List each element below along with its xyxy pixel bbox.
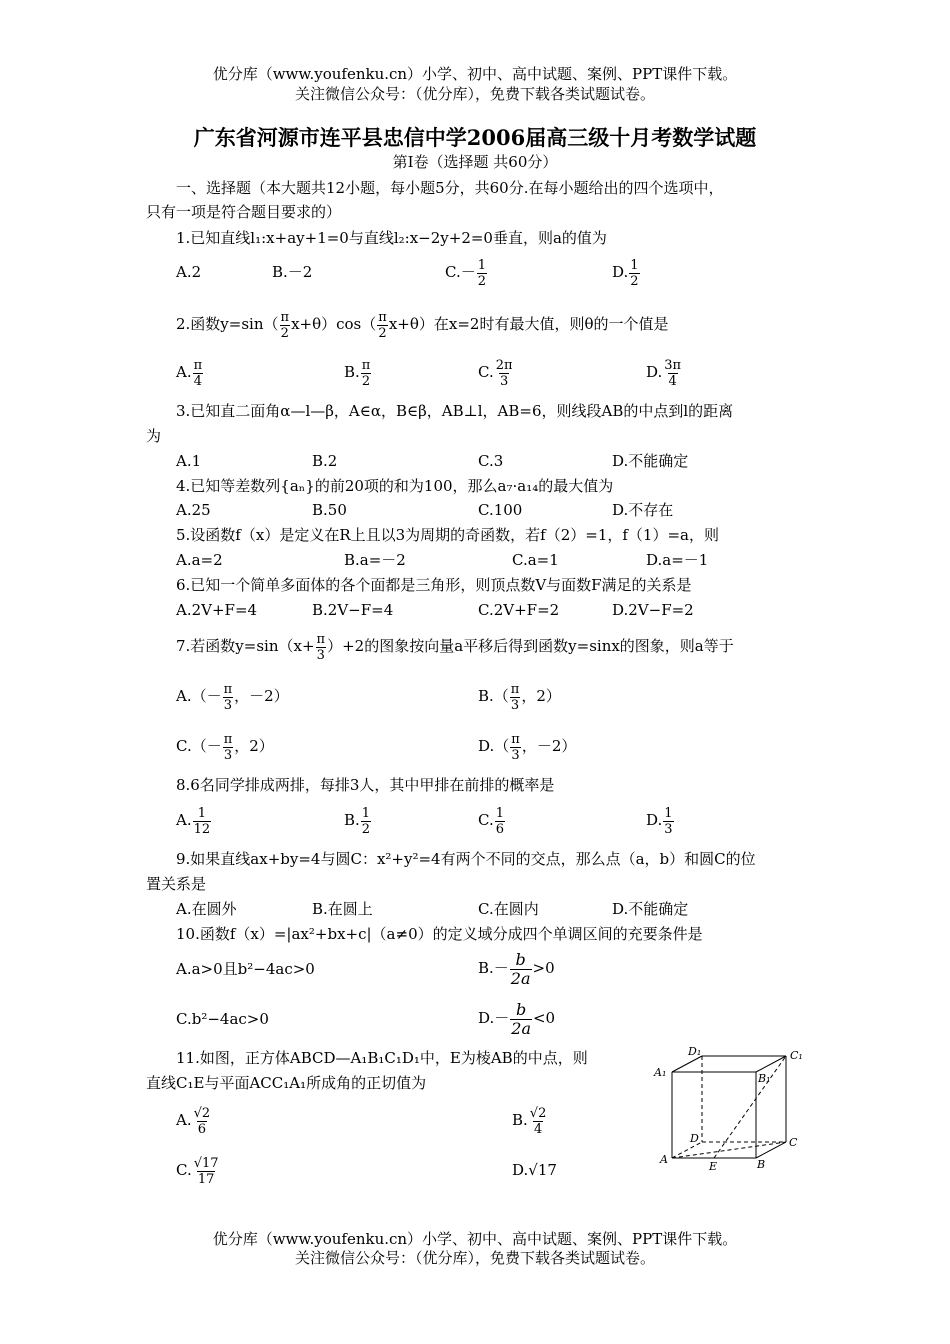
edge-b1-c1 [756, 1056, 786, 1072]
q11-option-d: D.√17 [512, 1161, 557, 1179]
q1-option-a: A.2 [176, 263, 202, 281]
label-c1: C₁ [790, 1049, 803, 1062]
q10-option-c: C.b²−4ac>0 [176, 1010, 269, 1028]
q4-option-b: B.50 [312, 501, 347, 519]
page-title: 广东省河源市连平县忠信中学2006届高三级十月考数学试题 [193, 125, 757, 150]
q6-option-a: A.2V+F=4 [176, 601, 258, 619]
q3-stem-line-2: 为 [146, 427, 162, 445]
q5-option-d: D.a=－1 [646, 551, 709, 569]
q8-option-b: B. $\frac{1}{2}$ [344, 805, 371, 837]
q10-option-b: B.－ $\frac{b}{2a}$ >0 [478, 949, 555, 988]
q2-stem: 2.函数y=sin（ $\frac{\pi}{2}$ x+θ）cos（ $\frac{\pi}{2}$ x+θ）在x=2时有最大值，则θ的一个值是 [176, 309, 669, 341]
q9-stem-line-2: 置关系是 [146, 875, 207, 893]
q10-option-a: A.a>0且b²−4ac>0 [176, 960, 315, 978]
q11-stem-line-1: 11.如图，正方体ABCD—A₁B₁C₁D₁中，E为棱AB的中点，则 [176, 1049, 588, 1067]
q5-option-b: B.a=－2 [344, 551, 406, 569]
q4-stem: 4.已知等差数列{aₙ}的前20项的和为100，那么a₇·a₁₄的最大值为 [176, 477, 614, 495]
q9-option-a: A.在圆外 [176, 900, 237, 918]
label-d: D [690, 1132, 699, 1145]
q4-option-a: A.25 [176, 501, 211, 519]
segment-c1-e [714, 1056, 786, 1158]
footer-line-2: 关注微信公众号：（优分库），免费下载各类试题试卷。 [294, 1249, 655, 1267]
edge-a1-d1 [672, 1056, 702, 1072]
q9-option-c: C.在圆内 [478, 900, 539, 918]
q11-stem-line-2: 直线C₁E与平面ACC₁A₁所成角的正切值为 [146, 1074, 427, 1092]
section-subtitle: 第Ⅰ卷（选择题 共60分） [392, 153, 558, 171]
q3-stem-line-1: 3.已知直二面角α—l—β，A∈α，B∈β，AB⊥l，AB=6，则线段AB的中点到l的距离 [176, 402, 734, 420]
label-c: C [789, 1136, 798, 1149]
q3-option-b: B.2 [312, 452, 338, 470]
q2-option-a: A. $\frac{\pi}{4}$ [176, 357, 203, 389]
q3-option-d: D.不能确定 [612, 452, 689, 470]
q5-stem: 5.设函数f（x）是定义在R上且以3为周期的奇函数，若f（2）=1，f（1）=a，则 [176, 526, 719, 544]
q1-option-c: C.－ $\frac{1}{2}$ [445, 257, 486, 289]
intro-line-1: 一、选择题（本大题共12小题，每小题5分，共60分.在每小题给出的四个选项中， [176, 179, 724, 197]
q1-option-b: B.－2 [272, 263, 313, 281]
q2-option-d: D. $\frac{3\pi}{4}$ [646, 357, 682, 389]
q11-option-c: C. $\frac{√17}{17}$ [176, 1155, 219, 1187]
q2-option-c: C. $\frac{2\pi}{3}$ [478, 357, 513, 389]
label-d1: D₁ [688, 1046, 702, 1058]
q5-option-c: C.a=1 [512, 551, 559, 569]
q5-option-a: A.a=2 [176, 551, 223, 569]
cube-figure [652, 1046, 812, 1174]
q6-option-c: C.2V+F=2 [478, 601, 560, 619]
q11-option-a: A. $\frac{√2}{6}$ [176, 1105, 211, 1137]
label-a1: A₁ [654, 1066, 667, 1079]
q1-option-d: D. $\frac{1}{2}$ [612, 257, 639, 289]
label-e: E [709, 1160, 718, 1173]
q7-option-b: B.（ $\frac{\pi}{3}$ ，2） [478, 681, 561, 713]
label-b1: B₁ [758, 1072, 771, 1085]
label-b: B [757, 1158, 766, 1171]
q6-stem: 6.已知一个简单多面体的各个面都是三角形，则顶点数V与面数F满足的关系是 [176, 576, 692, 594]
q11-option-b: B. $\frac{√2}{4}$ [512, 1105, 547, 1137]
q4-option-c: C.100 [478, 501, 523, 519]
q8-option-c: C. $\frac{1}{6}$ [478, 805, 504, 837]
label-a: A [660, 1153, 668, 1166]
q7-stem: 7.若函数y=sin（x+ $\frac{\pi}{3}$ ）+2的图象按向量a平移后得到函数y=sinx的图象，则a等于 [176, 631, 734, 663]
q8-option-a: A. $\frac{1}{12}$ [176, 805, 211, 837]
q1-stem: 1.已知直线l₁:x+ay+1=0与直线l₂:x−2y+2=0垂直，则a的值为 [176, 229, 607, 247]
q7-option-c: C.（－ $\frac{\pi}{3}$ ，2） [176, 731, 274, 763]
intro-line-2: 只有一项是符合题目要求的） [146, 203, 342, 221]
q9-option-b: B.在圆上 [312, 900, 373, 918]
q7-option-d: D.（ $\frac{\pi}{3}$ ，－2） [478, 731, 577, 763]
q8-option-d: D. $\frac{1}{3}$ [646, 805, 673, 837]
q10-option-d: D.－ $\frac{b}{2a}$ <0 [478, 999, 556, 1038]
q9-stem-line-1: 9.如果直线ax+by=4与圆C：x²+y²=4有两个不同的交点，那么点（a，b）和圆C的位 [176, 850, 756, 868]
q6-option-d: D.2V−F=2 [612, 601, 694, 619]
q6-option-b: B.2V−F=4 [312, 601, 394, 619]
header-line-1: 优分库（www.youfenku.cn）小学、初中、高中试题、案例、PPT课件下载。 [212, 65, 738, 83]
q4-option-d: D.不存在 [612, 501, 674, 519]
q3-option-c: C.3 [478, 452, 504, 470]
q9-option-d: D.不能确定 [612, 900, 689, 918]
header-line-2: 关注微信公众号：（优分库），免费下载各类试题试卷。 [294, 85, 655, 103]
q2-option-b: B. $\frac{\pi}{2}$ [344, 357, 371, 389]
footer-line-1: 优分库（www.youfenku.cn）小学、初中、高中试题、案例、PPT课件下载。 [212, 1230, 738, 1248]
q3-option-a: A.1 [176, 452, 202, 470]
q10-stem: 10.函数f（x）=|ax²+bx+c|（a≠0）的定义域分成四个单调区间的充要条件是 [176, 925, 703, 943]
q7-option-a: A.（－ $\frac{\pi}{3}$ ，－2） [176, 681, 289, 713]
q8-stem: 8.6名同学排成两排，每排3人，其中甲排在前排的概率是 [176, 776, 555, 794]
